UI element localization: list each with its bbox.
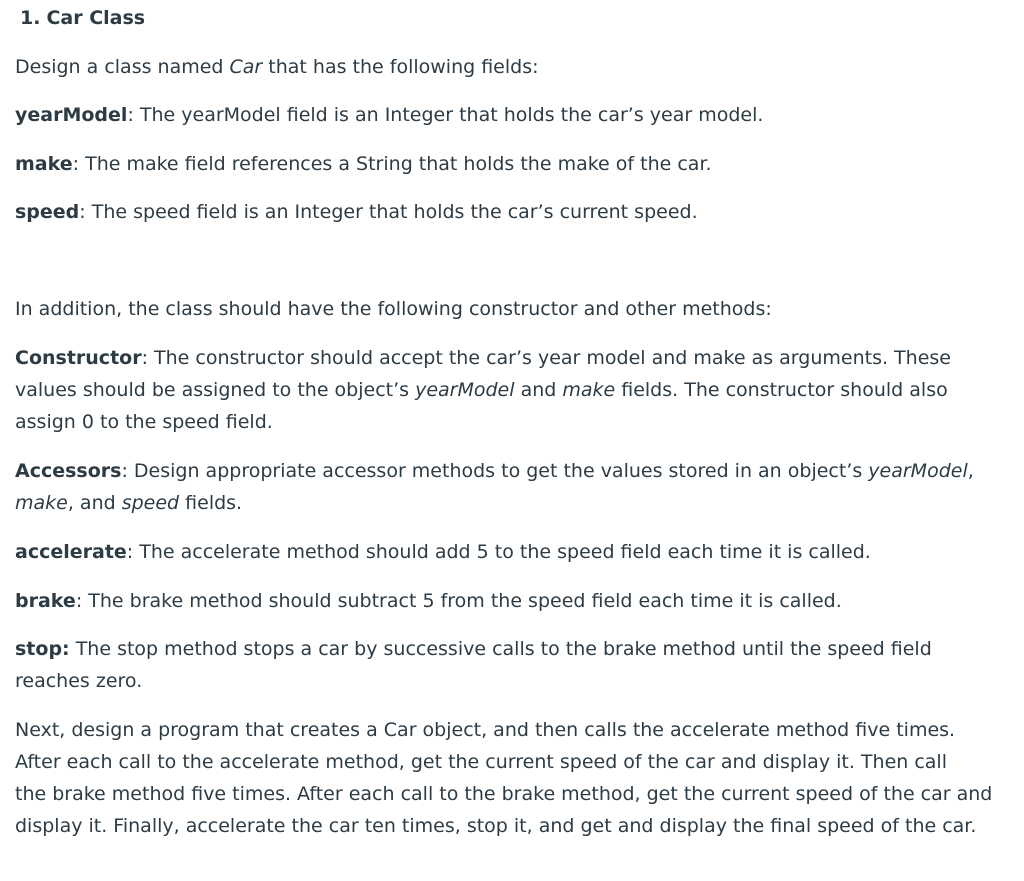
method-text: : The brake method should subtract 5 from the speed field each time it is called. <box>75 590 842 612</box>
program-text: Next, design a program that creates a Car object, and then calls the accelerate method five times. After each call to the accelerate method, get the current speed of the car and display it. Then call <box>15 719 956 773</box>
intro-paragraph <box>15 51 1005 83</box>
methods-intro: In addition, the class should have the following constructor and other methods: <box>15 298 772 320</box>
section-heading <box>20 2 145 34</box>
method-name: accelerate <box>15 541 127 563</box>
field-description: : The speed field is an Integer that holds the car’s current speed. <box>79 201 698 223</box>
class-name: Car <box>229 56 263 78</box>
heading-number: 1. <box>20 7 41 29</box>
field-speed <box>15 196 1005 228</box>
program-text: the brake method five times. After each call to the brake method, get the current speed of the car and display it. Finally, accelerate the car ten times, stop it, and get and display the final speed of the car. <box>15 783 993 837</box>
method-text: : The accelerate method should add 5 to the speed field each time it is called. <box>126 541 871 563</box>
emphasis: yearModel <box>415 379 515 401</box>
accessors-paragraph <box>15 455 1005 519</box>
accelerate-paragraph <box>15 536 1005 568</box>
method-text: and <box>514 379 563 401</box>
heading-title: Car Class <box>46 7 146 29</box>
method-text: fields. The constructor should also assign 0 to the speed field. <box>15 379 948 433</box>
emphasis: make <box>562 379 616 401</box>
method-name: Accessors <box>15 460 122 482</box>
intro-suffix: that has the following fields: <box>262 56 539 78</box>
field-name: yearModel <box>15 104 128 126</box>
method-name: stop: <box>15 638 70 660</box>
program-paragraph <box>15 714 1005 842</box>
method-name: brake <box>15 590 76 612</box>
method-text: : The constructor should accept the car’s year model and make as arguments. These values should be assigned to the object’s <box>15 347 951 401</box>
method-text: : Design appropriate accessor methods to get the values stored in an object’s <box>121 460 869 482</box>
method-text: , and <box>67 492 122 514</box>
field-make <box>15 148 1005 180</box>
field-name: speed <box>15 201 80 223</box>
stop-paragraph <box>15 633 1005 697</box>
method-text: The stop method stops a car by successive calls to the brake method until the speed field reaches zero. <box>15 638 932 692</box>
field-name: make <box>15 153 73 175</box>
brake-paragraph <box>15 585 1005 617</box>
method-text: , <box>967 460 974 482</box>
emphasis: yearModel <box>868 460 968 482</box>
emphasis: speed <box>121 492 180 514</box>
field-description: : The make field references a String that holds the make of the car. <box>72 153 712 175</box>
method-text: fields. <box>179 492 243 514</box>
method-name: Constructor <box>15 347 142 369</box>
intro-prefix: Design a class named <box>15 56 230 78</box>
emphasis: make <box>15 492 68 514</box>
field-yearmodel <box>15 99 1005 131</box>
field-description: : The yearModel field is an Integer that holds the car’s year model. <box>127 104 764 126</box>
constructor-paragraph <box>15 342 1005 438</box>
